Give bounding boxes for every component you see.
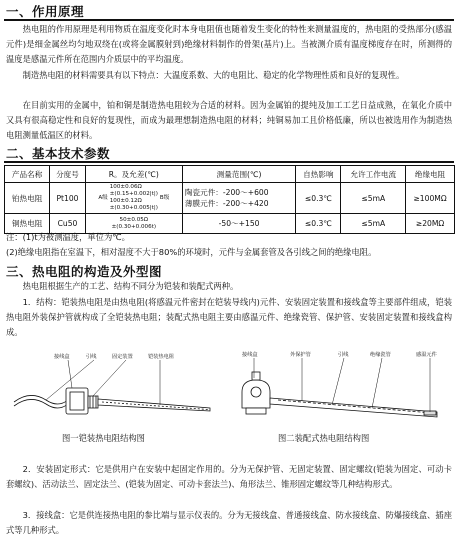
- figure1-armored-rtd-diagram: [10, 342, 220, 442]
- section3-paragraph-4: 3．接线盒：它是供连接热电阻的参比端与显示仪表的。分为无接线盒、普通接线盒、防水接线盒、防爆接线盒、插座式等几种形式。: [6, 510, 452, 536]
- header-range: 测量范围(℃): [182, 166, 295, 183]
- section3-paragraph-1: 热电阻根据生产的工艺、结构不同分为铠装和装配式两种。: [22, 281, 239, 291]
- section1-paragraph-3: 在目前实用的金属中，铂和铜是制造热电阻较为合适的材料。因为金属铂的提纯及加工工艺日益成熟，在氧化介质中又具有很高稳定性和良好的复现性，而成为最理想制造热电阻的材料；纯铜易加工且价格低廉，所以也被选用作为制造热电阻测量低温区的材料。: [6, 100, 452, 141]
- header-product-name: 产品名称: [5, 166, 50, 183]
- figure2-callout-protective-tube: 外保护管: [290, 352, 311, 358]
- range-type: 陶瓷元件: [184, 188, 216, 197]
- table-note-2: (2)绝缘电阻指在室温下，相对湿度不大于80%的环境时，元件与金属套管及各引线之间的绝缘电阻。: [6, 247, 377, 257]
- header-r0-tolerance: R。及允差(℃): [85, 166, 182, 183]
- section3-title: 三、热电阻的构造及外型图: [6, 264, 163, 279]
- figure2-callout-lead: 引线: [338, 352, 349, 358]
- figure1-callout-junction-box: 接线盒: [54, 354, 70, 360]
- table-note-1: 注：(1)t为被测温度，单位为℃。: [6, 232, 130, 242]
- header-code: 分度号: [50, 166, 86, 183]
- cell-name: 铜热电阻: [5, 214, 50, 234]
- header-self-heat: 自热影响: [296, 166, 341, 183]
- figure1-callout-fixing: 固定装置: [112, 354, 133, 360]
- figure1-caption: 图一铠装热电阻结构图: [62, 433, 145, 443]
- spec-table: [4, 165, 455, 234]
- figure2-callout-porcelain: 绝缘瓷管: [370, 352, 391, 358]
- cell-code: Cu50: [50, 214, 86, 234]
- figure2-caption: 图二装配式热电阻结构图: [278, 433, 370, 443]
- r0-line: 50±0.05Ω: [119, 216, 149, 223]
- cell-name: 铂热电阻: [5, 183, 50, 214]
- spec-table-header-row: [5, 166, 455, 183]
- r0-prefix: A级: [98, 194, 108, 201]
- figure1-callout-sheath: 铠装热电阻: [148, 354, 174, 360]
- figure1-callout-lead: 引线: [86, 354, 97, 360]
- figure2-protective-tube: [270, 398, 437, 417]
- section1-rule: [4, 19, 454, 21]
- table-row: [5, 183, 455, 214]
- r0-line: ±(0.30+0.005|t|): [109, 205, 158, 211]
- cell-range: -50～+150: [182, 214, 295, 234]
- cell-self-heat: ≤0.3℃: [296, 183, 341, 214]
- figure2-assembled-rtd-diagram: [232, 342, 454, 442]
- section3-paragraph-2: 1．结构：铠装热电阻是由热电阻(将感温元件密封在铠装导线内)元件、安装固定装置和接线盒等主要部件组成，铠装热电阻外装保护管就构成了全铠装热电阻；装配式热电阻主要由感温元件、绝缘瓷管、保护管、安装固定装置和接线盒构成。: [6, 297, 452, 338]
- cell-current: ≤5mA: [341, 214, 406, 234]
- cell-insulation: ≥20MΩ: [406, 214, 455, 234]
- header-current: 允许工作电流: [341, 166, 406, 183]
- cell-self-heat: ≤0.3℃: [296, 214, 341, 234]
- figure2-callout-sensing-element: 感温元件: [416, 352, 437, 358]
- r0-line: 100±0.12Ω: [109, 198, 142, 204]
- cell-r0: [85, 183, 182, 214]
- section2-rule: [4, 161, 454, 163]
- r0-line: 100±0.06Ω: [109, 184, 142, 190]
- figure2-callout-junction-box: 接线盒: [242, 352, 258, 358]
- section1-paragraph-2: 制造热电阻的材料需要具有以下特点：大温度系数、大的电阻比、稳定的化学物理性质和良好的复现性。: [22, 70, 405, 80]
- range-value: -200～+420: [222, 199, 269, 208]
- figure1-lead-wire: [14, 395, 68, 404]
- r0-suffix: B级: [159, 194, 170, 201]
- cell-code: Pt100: [50, 183, 86, 214]
- cell-insulation: ≥100MΩ: [406, 183, 455, 214]
- section1-title: 一、作用原理: [6, 4, 85, 19]
- cell-current: ≤5mA: [341, 183, 406, 214]
- range-value: -200～+600: [222, 188, 269, 197]
- header-insulation: 绝缘电阻: [406, 166, 455, 183]
- r0-line: ±(0.15+0.002|t|): [109, 191, 158, 197]
- figure2-junction-box: [242, 380, 270, 408]
- cell-range: 陶瓷元件：-200～+600 薄膜元件：-200～+420: [182, 183, 295, 214]
- section2-title: 二、基本技术参数: [6, 146, 111, 161]
- section3-paragraph-3: 2．安装固定形式：它是供用户在安装中起固定作用的。分为无保护管、无固定装置、固定螺纹(铠装为固定、可动卡套螺纹)、活动法兰、固定法兰、(铠装为固定、可动卡套法兰)、角形法兰、锥形固定螺纹等几种结构形式。: [6, 464, 452, 490]
- r0-line: ±(0.30+0.006t): [111, 223, 157, 230]
- range-type: 薄膜元件: [184, 199, 216, 208]
- figure1-sheath: [98, 399, 210, 411]
- section1-paragraph-1: 热电阻的作用原理是利用物质在温度变化时本身电阻值也随着发生变化的特性来测量温度的，热电阻的受热部分(感温元件)是细金属丝均匀地双绕在(或将金属膜射到)绝缘材料制作的骨架(基片)上。当被测介质有温度梯度存在时，所测得的温度是感温元件所在范围内介质层中的平均温度。: [6, 24, 452, 65]
